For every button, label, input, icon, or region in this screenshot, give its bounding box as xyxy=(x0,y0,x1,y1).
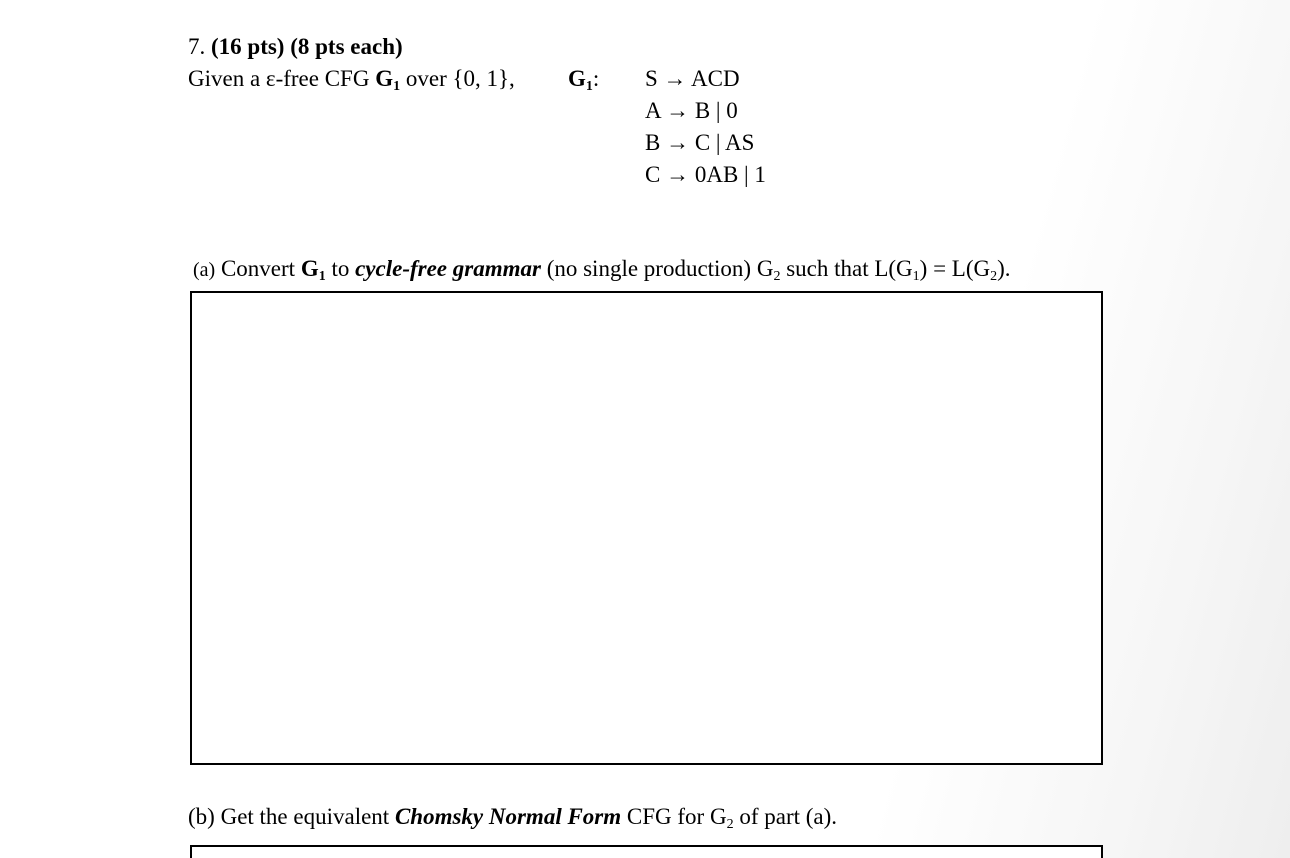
intro-text-after: over {0, 1}, xyxy=(405,66,515,91)
part-b-label: (b) xyxy=(188,804,215,829)
answer-box-b[interactable] xyxy=(190,845,1103,858)
production-rule: B → C | AS xyxy=(645,130,755,155)
problem-number: 7. xyxy=(188,34,206,59)
grammar-label: $G_1$: xyxy=(568,66,600,94)
problem-points: (16 pts) (8 pts each) xyxy=(211,34,403,59)
problem-header xyxy=(188,35,403,58)
part-b-emphasis: Chomsky Normal Form xyxy=(394,804,622,829)
intro-text-before: Given a ε-free CFG xyxy=(188,66,370,91)
answer-box-a[interactable] xyxy=(190,291,1103,765)
production-rule: C → 0AB | 1 xyxy=(645,162,766,187)
intro-grammar-name: $G_1$ xyxy=(375,66,401,94)
part-a-emphasis: cycle-free grammar xyxy=(355,256,541,281)
part-b-question: (b) Get the equivalent Chomsky Normal Form CFG for $G_2$ of part (a). xyxy=(188,804,838,832)
part-a-label: (a) xyxy=(193,259,216,281)
production-rule: A → B | 0 xyxy=(645,98,738,123)
problem-intro xyxy=(188,66,515,94)
part-a-question: (a) Convert $G_1$ to cycle-free grammar (no single production) $G_2$ such that $L(G_1) = L(G_2)$. xyxy=(193,256,1011,284)
production-rule: S → ACD xyxy=(645,66,740,91)
